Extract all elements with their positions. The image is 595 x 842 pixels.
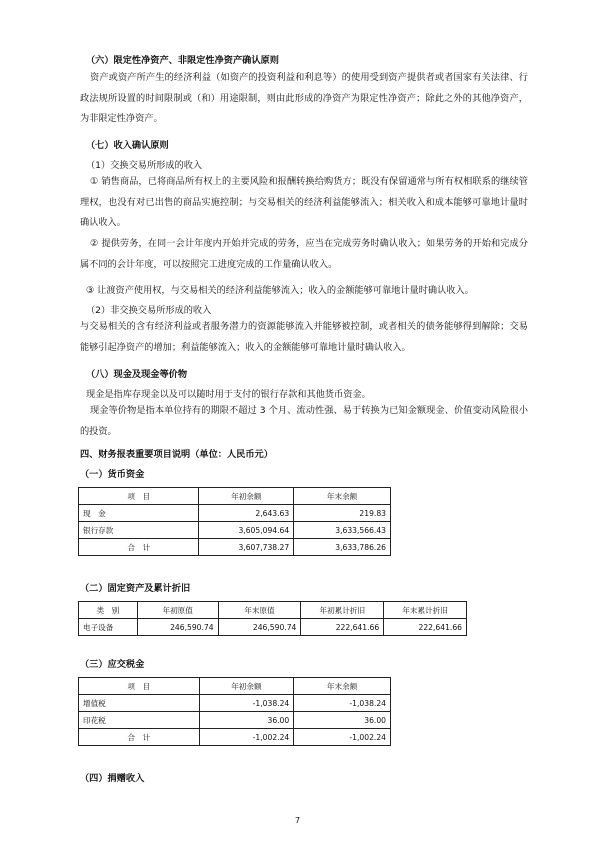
table-monetary-funds bbox=[78, 487, 391, 556]
table-cell: 222,641.66 bbox=[301, 619, 384, 636]
table-cell: 246,590.74 bbox=[218, 619, 301, 636]
table-header-row bbox=[79, 602, 467, 619]
table-cell: 3,605,094.64 bbox=[199, 522, 294, 539]
table-cell: 合 计 bbox=[79, 729, 200, 746]
table-cell: 3,633,566.43 bbox=[294, 522, 391, 539]
table-heading-donation-income: （四）捐赠收入 bbox=[80, 773, 145, 784]
paragraph-sales-of-goods: ① 销售商品，已将商品所有权上的主要风险和报酬转换给购货方；既没有保留通常与所有权相联系的继续管理权，也没有对已出售的商品实施控制；与交易相关的经济利益能够流入；相关收入和成本能够可靠地计量时确认收入。 bbox=[80, 176, 528, 228]
table-cell: 219.83 bbox=[294, 505, 391, 522]
table-cell: 银行存款 bbox=[79, 522, 199, 539]
table-cell: 36.00 bbox=[199, 712, 294, 729]
table-row bbox=[79, 505, 391, 522]
table-cell: -1,002.24 bbox=[199, 729, 294, 746]
paragraph-non-exchange-revenue: 与交易相关的含有经济利益或者服务潜力的资源能够流入并能够被控制，或者相关的债务能够得到解除；交易能够引起净资产的增加；利益能够流入；收入的金额能够可靠地计量时确认收入。 bbox=[80, 321, 528, 353]
table-cell: 印花税 bbox=[79, 712, 200, 729]
column-header: 年初余额 bbox=[199, 678, 294, 695]
table-cell: 现 金 bbox=[79, 505, 199, 522]
column-header: 年末余额 bbox=[294, 678, 391, 695]
column-header: 项 目 bbox=[79, 488, 199, 505]
column-header: 年末累计折旧 bbox=[384, 602, 467, 619]
table-cell: 246,590.74 bbox=[137, 619, 218, 636]
paragraph-use-of-assets: ③ 让渡资产使用权，与交易相关的经济利益能够流入；收入的金额能够可靠地计量时确认收入。 bbox=[86, 285, 474, 296]
table-cell: 222,641.66 bbox=[384, 619, 467, 636]
subheading-non-exchange-revenue: （2）非交换交易所形成的收入 bbox=[86, 305, 212, 316]
table-cell: 增值税 bbox=[79, 695, 200, 712]
table-total-row bbox=[79, 539, 391, 556]
paragraph-services: ② 提供劳务，在同一会计年度内开始并完成的劳务，应当在完成劳务时确认收入；如果劳务的开始和完成分属不同的会计年度，可以按照完工进度完成的工作量确认收入。 bbox=[80, 238, 528, 270]
column-header: 年初原值 bbox=[137, 602, 218, 619]
table-cell: 3,633,786.26 bbox=[294, 539, 391, 556]
table-row bbox=[79, 695, 391, 712]
table-cell: -1,002.24 bbox=[294, 729, 391, 746]
table-header-row bbox=[79, 488, 391, 505]
column-header: 年初余额 bbox=[199, 488, 294, 505]
table-cell: -1,038.24 bbox=[199, 695, 294, 712]
section-heading-restricted-net-assets: （六）限定性净资产、非限定性净资产确认原则 bbox=[86, 55, 279, 66]
table-cell: 36.00 bbox=[294, 712, 391, 729]
table-cell: -1,038.24 bbox=[294, 695, 391, 712]
column-header: 年初累计折旧 bbox=[301, 602, 384, 619]
table-row bbox=[79, 712, 391, 729]
table-heading-fixed-assets: （二）固定资产及累计折旧 bbox=[80, 583, 191, 594]
table-heading-monetary-funds: （一）货币资金 bbox=[80, 469, 145, 480]
table-heading-taxes-payable: （三）应交税金 bbox=[80, 659, 145, 670]
column-header: 项 目 bbox=[79, 678, 200, 695]
table-fixed-assets bbox=[78, 601, 467, 636]
table-cell: 合 计 bbox=[79, 539, 199, 556]
table-row bbox=[79, 522, 391, 539]
subheading-exchange-revenue: （1）交换交易所形成的收入 bbox=[86, 160, 203, 171]
column-header: 年末原值 bbox=[218, 602, 301, 619]
table-row bbox=[79, 619, 467, 636]
section-heading-cash-equivalents: （八）现金及现金等价物 bbox=[86, 369, 188, 380]
paragraph-cash-definition: 现金是指库存现金以及可以随时用于支付的银行存款和其他货币资金。 bbox=[86, 389, 371, 400]
page-number: 7 bbox=[294, 816, 301, 825]
table-total-row bbox=[79, 729, 391, 746]
table-cell: 电子设备 bbox=[79, 619, 138, 636]
column-header: 年末余额 bbox=[294, 488, 391, 505]
column-header: 类 别 bbox=[79, 602, 138, 619]
table-cell: 3,607,738.27 bbox=[199, 539, 294, 556]
paragraph-restricted-net-assets: 资产或资产所产生的经济利益（如资产的投资利益和利息等）的使用受到资产提供者或者国家有关法律、行政法规所设置的时间限制或（和）用途限制，则由此形成的净资产为限定性净资产；除此之外的其他净资产，为非限定性净资产。 bbox=[80, 72, 528, 124]
section-heading-revenue-recognition: （七）收入确认原则 bbox=[86, 140, 169, 151]
table-taxes-payable bbox=[78, 677, 391, 746]
part-heading-financial-notes: 四、财务报表重要项目说明（单位：人民币元） bbox=[80, 449, 273, 460]
table-header-row bbox=[79, 678, 391, 695]
table-cell: 2,643.63 bbox=[199, 505, 294, 522]
paragraph-cash-equivalents-definition: 现金等价物是指本单位持有的期限不超过 3 个月、流动性强、易于转换为已知金额现金、价值变动风险很小的投资。 bbox=[80, 405, 528, 437]
